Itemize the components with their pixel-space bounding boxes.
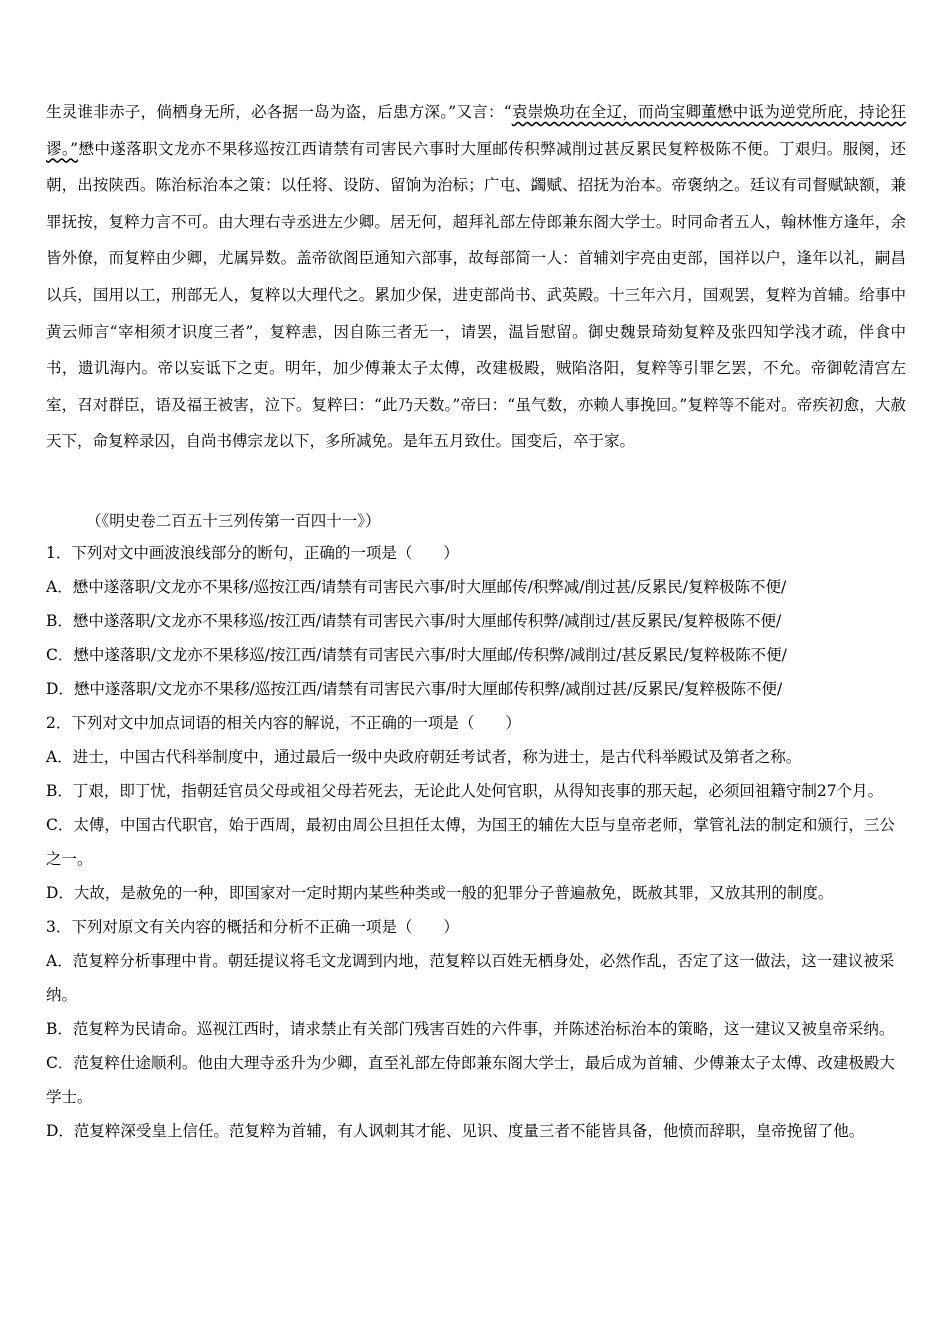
option-d: D．懋中遂落职/文龙亦不果移/巡按江西/请禁有司害民六事/时大厘邮传积弊/减削过甚/反累民/复粹极陈不便/ xyxy=(46,680,783,698)
question-1 xyxy=(46,536,906,706)
passage-part-1: 生灵谁非赤子，倘栖身无所，必各据一岛为盗，后患方深。”又言：“ xyxy=(46,103,512,121)
wavy-underlined-text: 袁崇焕功在全辽，而尚宝卿董懋中诋为逆党所庇，持论狂谬。” xyxy=(46,103,906,158)
question-stem: 1．下列对文中画波浪线部分的断句，正确的一项是（ ） xyxy=(46,544,459,562)
question-stem: 2．下列对文中加点词语的相关内容的解说，不正确的一项是（ ） xyxy=(46,714,521,732)
option-d: D．范复粹深受皇上信任。范复粹为首辅，有人讽刺其才能、见识、度量三者不能皆具备，他愤而辞职，皇帝挽留了他。 xyxy=(46,1122,865,1140)
option-b: B．丁艰，即丁忧，指朝廷官员父母或祖父母若死去，无论此人处何官职，从得知丧事的那天起，必须回祖籍守制27个月。 xyxy=(46,782,884,800)
option-a: A．懋中遂落职/文龙亦不果移/巡按江西/请禁有司害民六事/时大厘邮传/积弊减/削过甚/反累民/复粹极陈不便/ xyxy=(46,578,787,596)
option-c: C．范复粹仕途顺利。他由大理寺丞升为少卿，直至礼部左侍郎兼东阁大学士，最后成为首辅、少傅兼太子太傅、改建极殿大学士。 xyxy=(46,1054,895,1106)
option-c: C．太傅，中国古代职官，始于西周，最初由周公旦担任太傅，为国王的辅佐大臣与皇帝老师，掌管礼法的制定和颁行，三公之一。 xyxy=(46,816,895,868)
option-b: B．懋中遂落职/文龙亦不果移巡/按江西/请禁有司害民六事/时大厘邮传积弊/减削过/甚反累民/复粹极陈不便/ xyxy=(46,612,782,630)
question-list xyxy=(46,536,906,1148)
question-3 xyxy=(46,910,906,1148)
option-d: D．大故，是赦免的一种，即国家对一定时期内某些种类或一般的犯罪分子普遍赦免，既赦其罪，又放其刑的制度。 xyxy=(46,884,834,902)
option-c: C．懋中遂落职/文龙亦不果移巡/按江西/请禁有司害民六事/时大厘邮/传积弊/减削过/甚反累民/复粹极陈不便/ xyxy=(46,646,787,664)
option-b: B．范复粹为民请命。巡视江西时，请求禁止有关部门残害百姓的六件事，并陈述治标治本的策略，这一建议又被皇帝采纳。 xyxy=(46,1020,895,1038)
passage-part-2: 懋中遂落职文龙亦不果移巡按江西请禁有司害民六事时大厘邮传积弊减削过甚反累民复粹极陈不便。丁艰归。服阕，还朝，出按陕西。陈治标治本之策：以任将、设防、留饷为治标；广屯、蠲赋、招抚为治本。帝褒纳之。廷议有司督赋缺额，兼罪抚按，复粹力言不可。由大理右寺丞进左少卿。居无何，超拜礼部左侍郎兼东阁大学士。时同命者五人，翰林惟方逢年，余皆外僚，而复粹由少卿，尤属异数。盖帝欲阁臣通知六部事，故每部简一人：首辅刘宇亮由吏部，国祥以户，逢年以礼，嗣昌以兵，国用以工，刑部无人，复粹以大理代之。累加少保，进吏部尚书、武英殿。十三年六月，国观罢，复粹为首辅。给事中黄云师言“宰相须才识度三者”，复粹恚，因自陈三者无一，请罢，温旨慰留。御史魏景琦劾复粹及张四知学浅才疏，伴食中书，遗讥海内。帝以妄诋下之吏。明年，加少傅兼太子太傅，改建极殿，贼陷洛阳，复粹等引罪乞罢，不允。帝御乾清宫左室，召对群臣，语及福王被害，泣下。复粹曰：“此乃天数。”帝曰：“虽气数，亦赖人事挽回。”复粹等不能对。帝疾初愈，大赦天下，命复粹录囚，自尚书傅宗龙以下，多所减免。是年五月致仕。国变后，卒于家。 xyxy=(46,139,906,451)
question-2 xyxy=(46,706,906,910)
question-stem: 3．下列对原文有关内容的概括和分析不正确一项是（ ） xyxy=(46,918,459,936)
passage-text xyxy=(46,94,906,460)
option-a: A．范复粹分析事理中肯。朝廷提议将毛文龙调到内地，范复粹以百姓无栖身处，必然作乱，否定了这一做法，这一建议被采纳。 xyxy=(46,952,895,1004)
option-a: A．进士，中国古代科举制度中，通过最后一级中央政府朝廷考试者，称为进士，是古代科举殿试及第者之称。 xyxy=(46,748,802,766)
source-citation: （《明史卷二百五十三列传第一百四十一》） xyxy=(86,512,381,530)
